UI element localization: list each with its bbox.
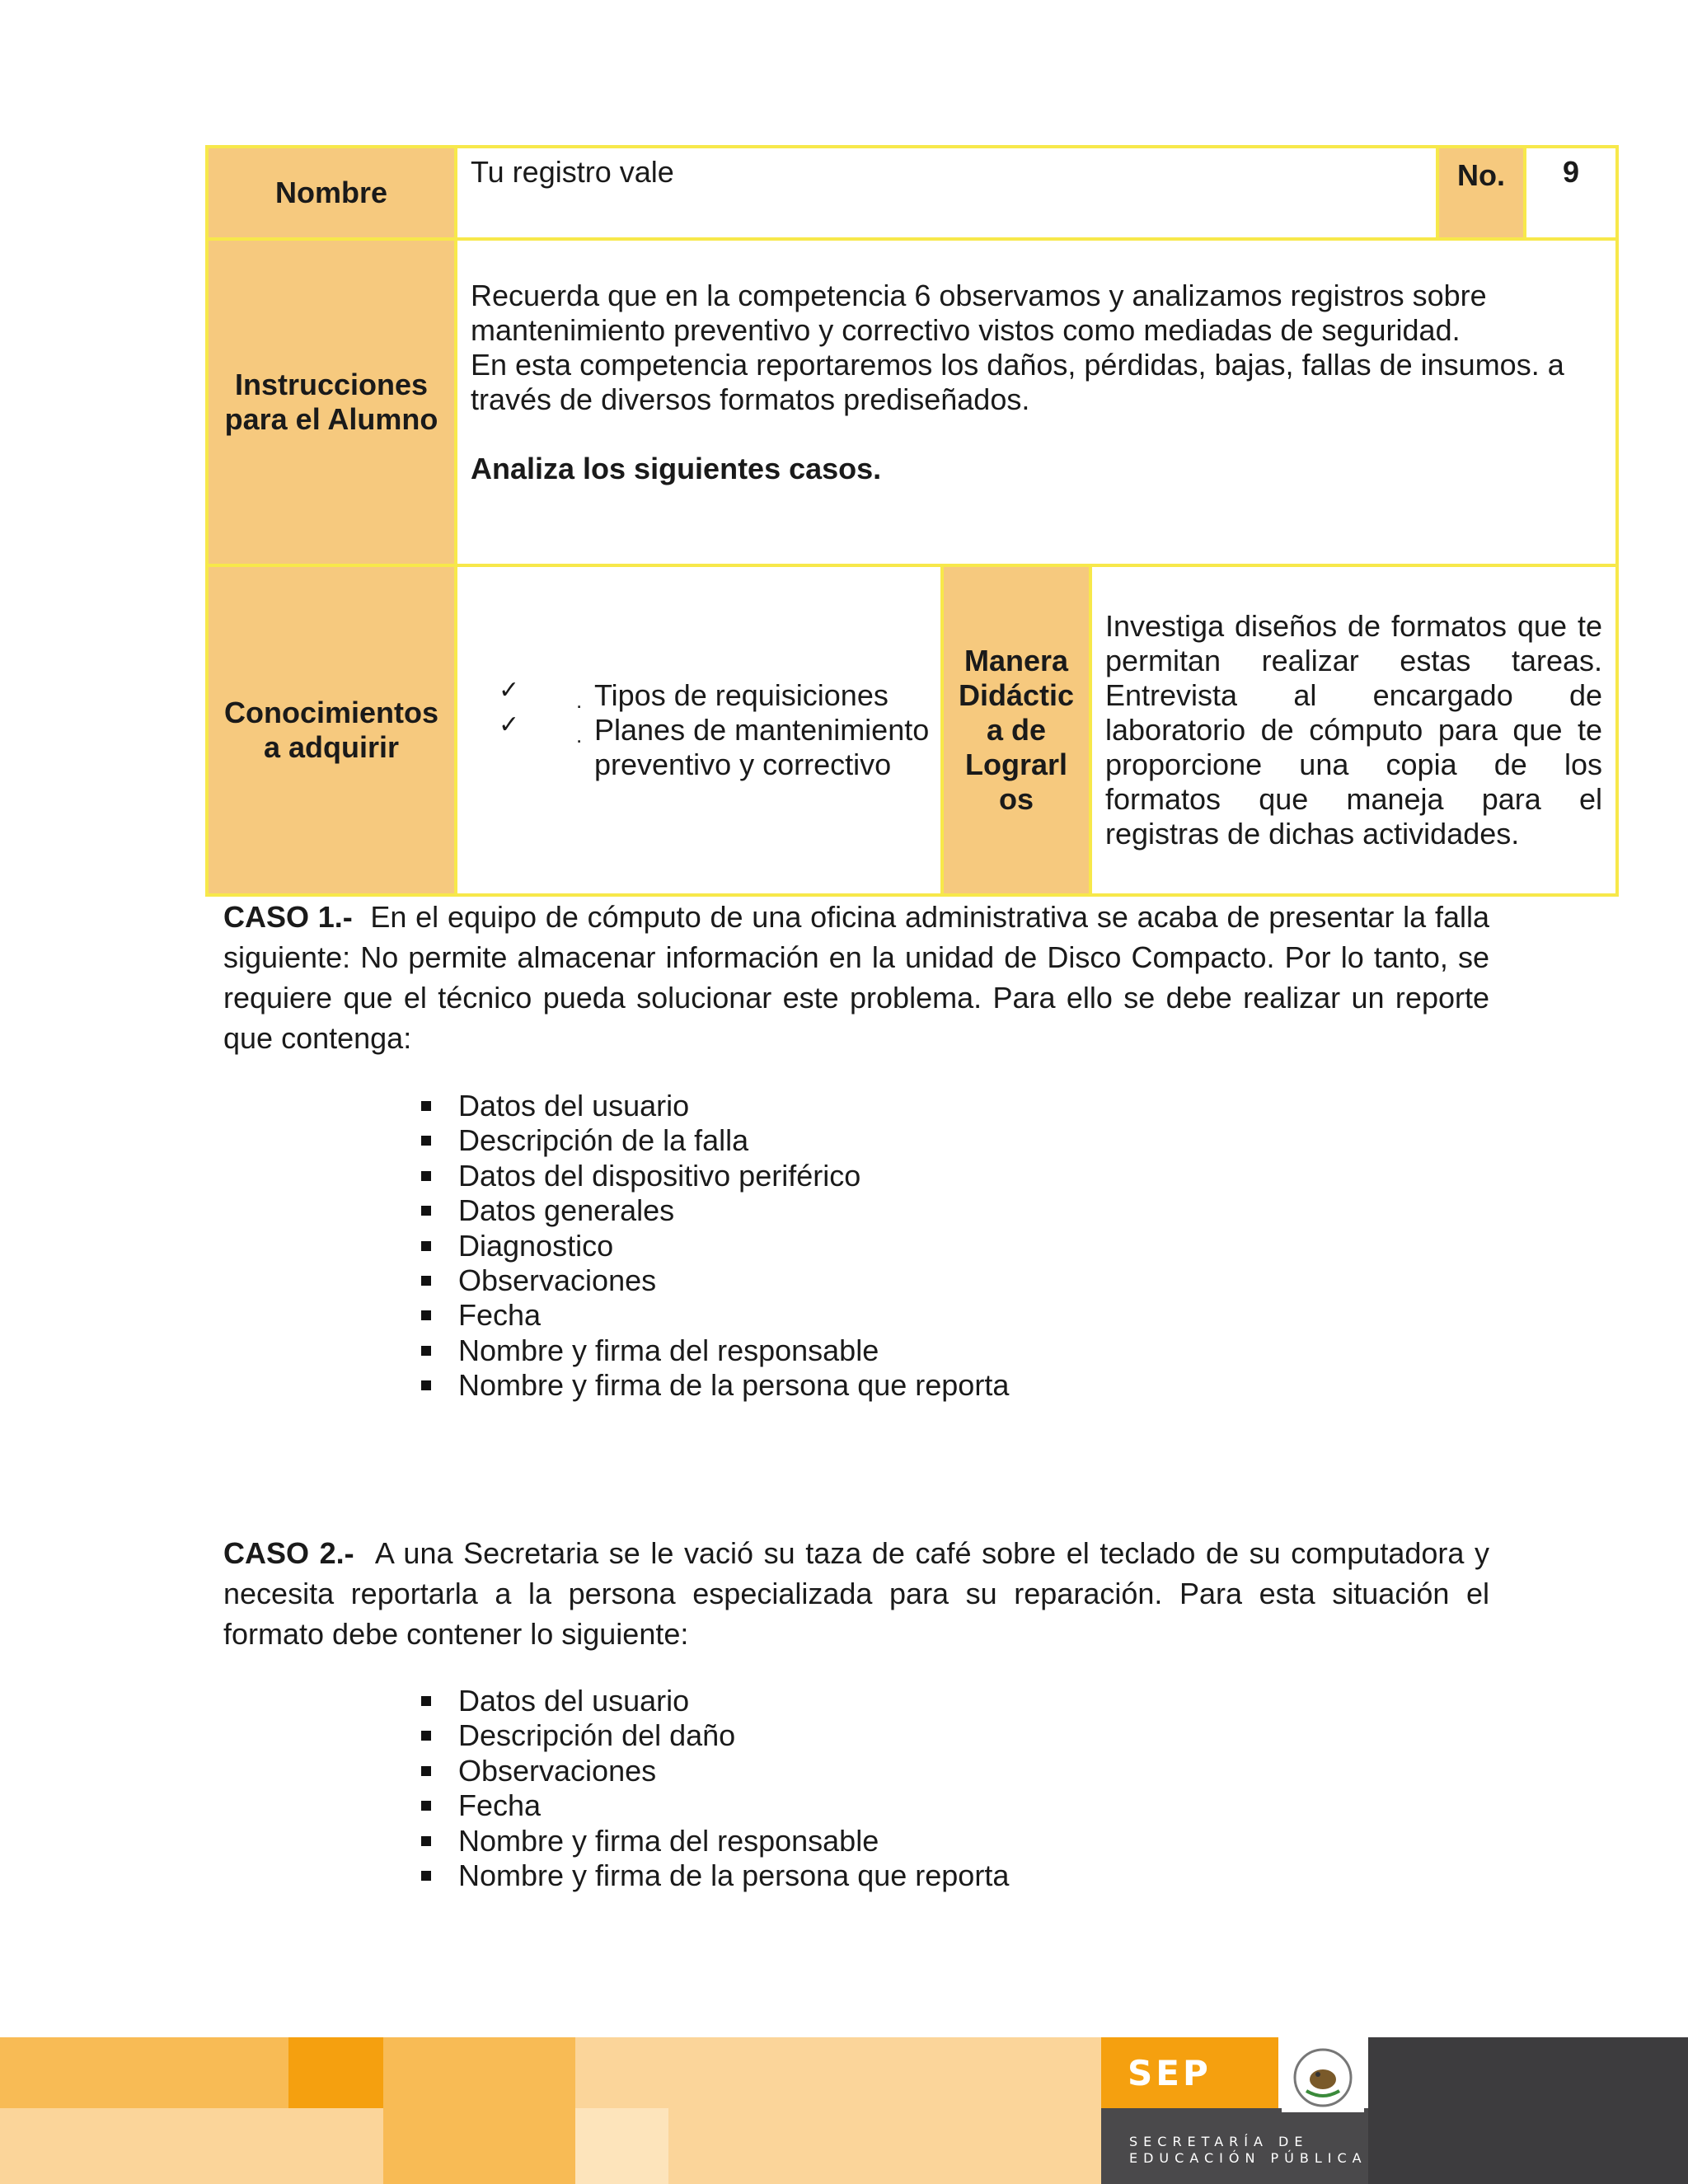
nombre-label: Nombre [207, 147, 456, 239]
square-bullet-icon [421, 1171, 431, 1181]
caso-2-text: A una Secretaria se le vació su taza de café sobre el teclado de su computadora y necesita reportarla a la persona especializada para su reparación. Para esta situación el formato debe contener lo siguiente: [223, 1536, 1489, 1651]
caso-1-text: En el equipo de cómputo de una oficina administrativa se acaba de presentar la falla siguiente: No permite almacenar información en la unidad de Disco Compacto. Por lo tanto, se requiere que el técnico pueda solucionar este problema. Para ello se debe realizar un reporte que contenga: [223, 900, 1489, 1055]
list-item-text: Datos del usuario [458, 1089, 690, 1122]
footer-block [383, 2108, 575, 2184]
no-value: 9 [1525, 147, 1617, 239]
square-bullet-icon [421, 1801, 431, 1811]
square-bullet-icon [421, 1836, 431, 1846]
list-item-text: Descripción de la falla [458, 1123, 749, 1158]
manera-label-line: a de [986, 713, 1047, 747]
footer-block [1368, 2108, 1688, 2184]
caso-1-title: CASO 1.- [223, 900, 353, 934]
caso-2-title: CASO 2.- [223, 1536, 354, 1570]
conocimientos-label-line-1: Conocimientos [223, 696, 438, 729]
list-item-text: Observaciones [458, 1753, 657, 1788]
list-item [419, 1229, 1009, 1263]
list-item [419, 1824, 1009, 1858]
conocimientos-item [499, 710, 940, 782]
list-item [419, 1159, 1009, 1193]
list-item [419, 1754, 1009, 1788]
square-bullet-icon [421, 1310, 431, 1320]
manera-label-line: os [998, 782, 1034, 816]
no-label: No. [1437, 147, 1525, 239]
list-item [419, 1684, 1009, 1718]
square-bullet-icon [421, 1241, 431, 1251]
sep-subtitle-line-2: EDUCACIÓN PÚBLICA [1129, 2150, 1367, 2166]
list-item [419, 1368, 1009, 1403]
instrucciones-label [207, 239, 456, 565]
instrucciones-label-line-2: para el Alumno [224, 402, 438, 436]
manera-label-line: Manera [964, 644, 1069, 677]
list-item [419, 1858, 1009, 1893]
sep-logo: SEP [1128, 2053, 1212, 2093]
mexico-coat-of-arms-icon [1282, 2041, 1364, 2112]
list-item-text: Datos del dispositivo periférico [458, 1158, 861, 1193]
activity-header-table [205, 145, 1619, 897]
list-item-text: Nombre y firma de la persona que reporta [458, 1368, 1010, 1403]
conocimientos-cell [456, 565, 942, 895]
footer-block [575, 2037, 1101, 2108]
footer-block [383, 2037, 575, 2108]
dot-marker: . [576, 688, 583, 713]
footer-band [0, 2037, 1688, 2184]
conocimientos-list [457, 678, 940, 782]
caso-2-list [419, 1684, 1009, 1893]
instrucciones-paragraph-1: Recuerda que en la competencia 6 observamos y analizamos registros sobre mantenimiento preventivo y correctivo vistos como mediadas de seguridad. [471, 279, 1487, 347]
manera-didactica-text: Investiga diseños de formatos que te permitan realizar estas tareas. Entrevista al encargado de laboratorio de cómputo para que te proporcione una copia de los formatos que maneja para el registras de dichas actividades. [1090, 565, 1617, 895]
list-item [419, 1718, 1009, 1753]
checkmark-icon: ✓ [499, 710, 520, 739]
manera-label-line: Didáctic [958, 678, 1075, 712]
footer-block [0, 2108, 383, 2184]
instrucciones-paragraph-2: En esta competencia reportaremos los daños, pérdidas, bajas, fallas de insumos. a través de diversos formatos prediseñados. [471, 348, 1564, 416]
list-item-text: Nombre y firma del responsable [458, 1333, 879, 1367]
list-item-text: Observaciones [458, 1263, 657, 1298]
caso-1-list [419, 1089, 1009, 1404]
square-bullet-icon [421, 1380, 431, 1390]
dot-marker: . [576, 723, 583, 748]
conocimientos-label-line-2: a adquirir [263, 730, 400, 764]
instrucciones-label-line-1: Instrucciones [234, 368, 429, 401]
list-item [419, 1123, 1009, 1158]
manera-didactica-label [942, 565, 1090, 895]
conocimientos-item [499, 678, 940, 713]
conocimientos-item-text: Planes de mantenimiento preventivo y correctivo [594, 713, 930, 781]
square-bullet-icon [421, 1696, 431, 1706]
nombre-value: Tu registro vale [456, 147, 1437, 239]
footer-block [0, 2037, 288, 2108]
conocimientos-item-text: Tipos de requisiciones [594, 678, 889, 712]
footer-block [1368, 2037, 1688, 2108]
checkmark-icon: ✓ [499, 676, 520, 705]
caso-1-paragraph [223, 897, 1489, 1058]
list-item-text: Fecha [458, 1788, 542, 1823]
footer-block [575, 2108, 668, 2184]
list-item-text: Datos generales [458, 1193, 675, 1228]
instrucciones-bold: Analiza los siguientes casos. [471, 452, 882, 485]
footer-block [668, 2108, 1101, 2184]
list-item [419, 1788, 1009, 1823]
manera-label-line: Lograrl [964, 748, 1067, 781]
list-item [419, 1089, 1009, 1123]
sep-subtitle-line-1: SECRETARÍA DE [1129, 2134, 1309, 2149]
list-item [419, 1333, 1009, 1368]
list-item-text: Fecha [458, 1298, 542, 1333]
square-bullet-icon [421, 1101, 431, 1111]
square-bullet-icon [421, 1766, 431, 1776]
list-item [419, 1263, 1009, 1298]
list-item-text: Nombre y firma del responsable [458, 1823, 879, 1858]
conocimientos-label [207, 565, 456, 895]
square-bullet-icon [421, 1276, 431, 1286]
square-bullet-icon [421, 1206, 431, 1216]
square-bullet-icon [421, 1136, 431, 1146]
square-bullet-icon [421, 1346, 431, 1356]
list-item-text: Diagnostico [458, 1228, 614, 1263]
list-item-text: Datos del usuario [458, 1684, 690, 1718]
square-bullet-icon [421, 1871, 431, 1881]
list-item-text: Descripción del daño [458, 1718, 736, 1753]
list-item-text: Nombre y firma de la persona que reporta [458, 1858, 1010, 1893]
square-bullet-icon [421, 1731, 431, 1741]
list-item [419, 1298, 1009, 1333]
footer-block [288, 2037, 383, 2108]
caso-2-paragraph [223, 1533, 1489, 1654]
instrucciones-cell [456, 239, 1617, 565]
list-item [419, 1193, 1009, 1228]
